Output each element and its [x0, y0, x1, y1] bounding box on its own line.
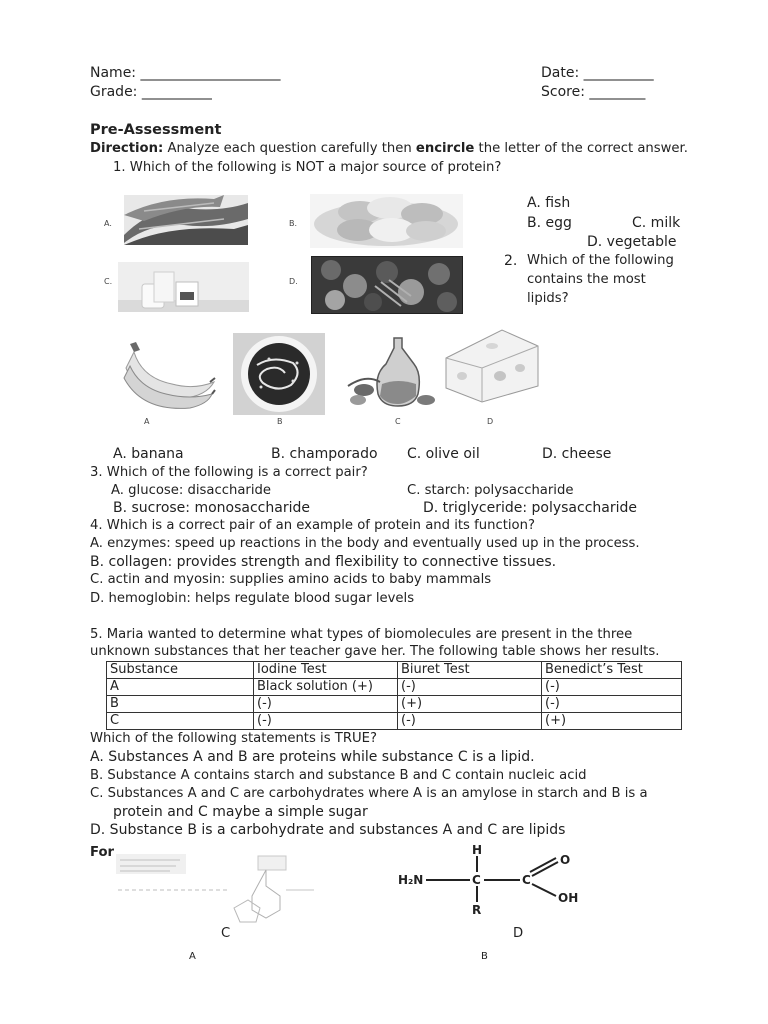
q4-choice-a[interactable]: A. enzymes: speed up reactions in the body and eventually used up in the process.: [90, 536, 640, 551]
q2-question-line-2: contains the most: [527, 272, 646, 287]
alpha-carbon: C: [472, 873, 481, 887]
table-cell: A: [107, 679, 254, 696]
r-group: R: [472, 903, 482, 917]
table-row: [107, 696, 682, 713]
vegetables-image: [311, 256, 463, 314]
q5-choice-c-line-1[interactable]: C. Substances A and C are carbohydrates where A is an amylose in starch and B is a: [90, 786, 648, 801]
q1-image-label-a: A.: [104, 219, 112, 228]
q6-image-label-a: A: [189, 951, 196, 962]
q1-image-label-c: C.: [104, 277, 113, 286]
carboxyl-carbon: C: [522, 873, 531, 887]
q2-choice-d[interactable]: D. cheese: [542, 446, 612, 462]
q3-choice-c[interactable]: C. starch: polysaccharide: [407, 483, 574, 498]
q2-number: 2.: [504, 253, 518, 269]
amino-acid-structure: [392, 840, 592, 936]
q2-choice-c[interactable]: C. olive oil: [407, 446, 480, 462]
table-cell: (-): [398, 713, 542, 730]
q3-choice-a[interactable]: A. glucose: disaccharide: [111, 483, 272, 498]
q6-image-label-c: C: [221, 926, 231, 941]
banana-image: [120, 338, 216, 414]
direction-body-1: Analyze each question carefully then: [163, 141, 416, 156]
page-title: Pre-Assessment: [90, 122, 222, 138]
table-row: [107, 713, 682, 730]
q1-choice-d[interactable]: D. vegetable: [587, 234, 677, 250]
table-cell: (-): [254, 696, 398, 713]
table-row: [107, 679, 682, 696]
oxygen-atom: O: [560, 853, 571, 867]
q1-choice-b[interactable]: B. egg: [527, 215, 572, 231]
olive-oil-image: [346, 334, 442, 412]
direction-label: Direction:: [90, 141, 164, 156]
table-header-cell: Iodine Test: [254, 662, 398, 679]
table-cell: (-): [542, 679, 682, 696]
q2-image-label-a: A: [144, 417, 150, 426]
q5-choice-a[interactable]: A. Substances A and B are proteins while substance C is a lipid.: [90, 749, 535, 765]
q2-image-label-d: D: [487, 417, 494, 426]
table-header-row: [107, 662, 682, 679]
table-cell: (-): [254, 713, 398, 730]
q5-prompt-line-1: 5. Maria wanted to determine what types of biomolecules are present in the three: [90, 627, 633, 642]
table-cell: (-): [398, 679, 542, 696]
q4-choice-b[interactable]: B. collagen: provides strength and flexibility to connective tissues.: [90, 554, 557, 570]
q1-choice-a[interactable]: A. fish: [527, 195, 571, 211]
q5-choice-c-line-2[interactable]: protein and C maybe a simple sugar: [113, 804, 368, 820]
table-cell: (+): [542, 713, 682, 730]
q1-question: 1. Which of the following is NOT a major source of protein?: [113, 160, 502, 175]
nucleotide-structure-image: [110, 850, 316, 926]
q3-choice-d[interactable]: D. triglyceride: polysaccharide: [423, 500, 637, 516]
q4-choice-c[interactable]: C. actin and myosin: supplies amino acids to baby mammals: [90, 572, 492, 587]
q6-image-label-d: D: [513, 926, 524, 941]
q2-choice-b[interactable]: B. champorado: [271, 446, 378, 462]
direction-text: [90, 141, 688, 156]
score-field[interactable]: Score: ________: [541, 84, 646, 100]
q4-question: 4. Which is a correct pair of an example of protein and its function?: [90, 518, 535, 533]
hydroxyl-group: OH: [558, 891, 579, 905]
q5-choice-b[interactable]: B. Substance A contains starch and substance B and C contain nucleic acid: [90, 768, 587, 783]
direction-emphasis: encircle: [415, 141, 475, 156]
q2-image-label-b: B: [277, 417, 283, 426]
table-cell: Black solution (+): [254, 679, 398, 696]
q2-question-line-3: lipids?: [527, 291, 569, 306]
direction-body-2: the letter of the correct answer.: [474, 141, 688, 156]
q3-question: 3. Which of the following is a correct pair?: [90, 465, 368, 480]
champorado-image: [233, 333, 325, 415]
q3-choice-b[interactable]: B. sucrose: monosaccharide: [113, 500, 310, 516]
table-cell: C: [107, 713, 254, 730]
hydrogen-atom: H: [472, 843, 483, 857]
cheese-image: [442, 328, 542, 404]
q5-question: Which of the following statements is TRUE?: [90, 731, 377, 746]
q5-choice-d[interactable]: D. Substance B is a carbohydrate and substances A and C are lipids: [90, 822, 566, 838]
milk-image: [118, 262, 249, 312]
date-field[interactable]: Date: __________: [541, 65, 654, 81]
q2-question-line-1: Which of the following: [527, 253, 674, 268]
name-field[interactable]: Name: ____________________: [90, 65, 281, 81]
table-header-cell: Benedict’s Test: [542, 662, 682, 679]
q2-choice-a[interactable]: A. banana: [113, 446, 184, 462]
amine-group: H₂N: [398, 873, 424, 887]
q5-prompt-line-2: unknown substances that her teacher gave her. The following table shows her results.: [90, 644, 660, 659]
table-header-cell: Biuret Test: [398, 662, 542, 679]
q4-choice-d[interactable]: D. hemoglobin: helps regulate blood sugar levels: [90, 591, 415, 606]
table-cell: B: [107, 696, 254, 713]
results-table: [106, 661, 682, 730]
table-cell: (-): [542, 696, 682, 713]
table-cell: (+): [398, 696, 542, 713]
q1-choice-c[interactable]: C. milk: [632, 215, 681, 231]
grade-field[interactable]: Grade: __________: [90, 84, 212, 100]
q1-image-label-d: D.: [289, 277, 298, 286]
q6-heading: For: [90, 845, 115, 860]
q6-image-label-b: B: [481, 951, 488, 962]
table-header-cell: Substance: [107, 662, 254, 679]
eggs-image: [310, 194, 463, 248]
q1-image-label-b: B.: [289, 219, 298, 228]
q2-image-label-c: C: [395, 417, 401, 426]
fish-image: [124, 195, 248, 245]
